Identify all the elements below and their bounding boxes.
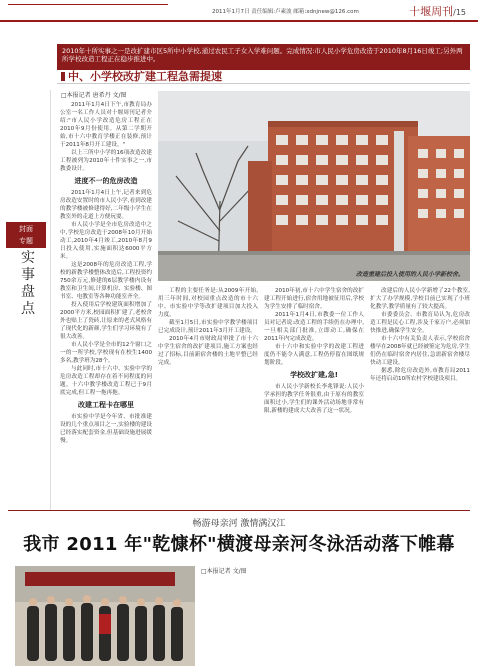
paragraph: 市人民小学是全市的12个窗口之一的一所学校,学校现有在校生1400多名,教学班为28个。	[60, 342, 152, 364]
header-brand	[409, 3, 466, 19]
paragraph: 这是2008年的危房改造工程,学校的新教学楼整体改造后,工程投资约750余万元,修建的6层教学楼内设有教室和卫生间,计算机房、实验楼、图书室、电教室等各种功能室齐全。	[60, 262, 152, 300]
section-divider	[8, 510, 470, 511]
article-headline: 中、小学校改扩建工程急需提速	[57, 69, 470, 84]
paragraph: 市实验中学是今年省、市批准建设的几个重点项目之一,实验楼的建设已经落实配套资金,但基础设施进展缓慢。	[60, 414, 152, 444]
school-building-photo	[158, 91, 470, 281]
second-byline: □本报记者 文/图	[201, 568, 247, 575]
paragraph: 2011年1月4日,市教委一位工作人员对记者说:改造工程的手续仍在办理中,一旦相关部门批准,立即动工,确保在2011年内完成改造。	[264, 312, 364, 342]
second-headline: 我市 2011 年"乾慷杯"横渡母亲河冬泳活动落下帷幕	[23, 534, 455, 555]
paragraph: 市十六中和实验中学的改建工程进度仍不能令人满意,工程仍停留在图纸规划阶段。	[264, 344, 364, 366]
paragraph: 2010年4月市财政局审批了市十六中学生宿舍的改扩建项目,施工方案也经过了招标,目前新宿舍楼的土地平整已经完成。	[158, 336, 258, 366]
paragraph: 2011年1月4日上午,记者来到危房改造安置时的市人民小学,看到改建的教学楼被修建得好,二年级小学生在教室外的走道上方便玩耍。	[60, 190, 152, 220]
article-column-3	[158, 287, 258, 505]
brand-name: 十堰周刊	[409, 5, 454, 18]
article-column-1	[60, 101, 152, 506]
paragraph: 与此同时,市十六中、实验中学的危房改造工程却存在着不同程度的问题。十六中教学楼改造工程已于9月底完成,但工程一拖再拖。	[60, 366, 152, 396]
paragraph: 2010年初,市十六中学生宿舍的改扩建工程开始进行,宿舍用地被征用后,学校为学生安排了临时宿舍。	[264, 288, 364, 310]
side-rule	[50, 90, 51, 510]
second-subheadline: 畅游母亲河 激情满汉江	[192, 519, 286, 529]
paragraph: 工程的主要任务是:从2009年开始,用三年时间,对校园重点改造的市十六中、市实验中学等改扩建项目加大投入力度。	[158, 288, 258, 318]
section-tag-text: 封面 专题	[19, 225, 33, 245]
paragraph: 改建后的人民小学新增了22个教室,扩大了办学规模,学校目前已实现了小班化教学,教学质量有了较大提高。	[370, 288, 470, 310]
photo-caption: 改造重建后投入使用的人民小学新校舍。	[355, 271, 464, 278]
header-rule	[8, 4, 168, 16]
paragraph: 据悉,除危房改造外,市教育局2011年还将启动10所农村学校建设项目。	[370, 368, 470, 382]
paragraph: 市人民小学是全市危房改造中之中,学校危房改造于2008年10月开始动工,2010年4月竣工,2010年8月9日投入使用,实施面积达6000平方米。	[60, 222, 152, 260]
paragraph: 以上三所中小学的16项改造改建工程被列为2010年十件实事之一,市教委设计。	[60, 150, 152, 172]
swimming-event-photo	[15, 566, 195, 666]
paragraph: 投入使用后学校建筑面积增加了2000平方米,校园面积扩建了,老校舍外也贴上了瓷砖,让原来的老式风格有了现代化的新颜,学生们学习环境有了很大改善。	[60, 302, 152, 340]
article-column-5	[370, 287, 470, 505]
section-tag	[6, 222, 46, 248]
paragraph: 2011年1月4日下午,市教育局办公室一名工作人员对十堰周刊记者介绍:"市人民小学改造危房工程正在2010年9月份使用。从第二学期开始,市十六中教育学楼正在装修,预计于2011年8月开工建设。"	[60, 102, 152, 148]
article-photo	[158, 91, 470, 281]
paragraph: 市十六中有关负责人表示,学校宿舍楼早在2008年就已经被鉴定为危房,学生们仍在临时宿舍内居住,急需新宿舍楼尽快动工建设。	[370, 336, 470, 366]
paragraph: 截至1月5日,市实验中学教学楼项目已完成设计,预计2011年3月开工建设。	[158, 320, 258, 334]
paragraph: 市人民小学新校长李兆锋说:人民小学承担的教学任务很重,由于原有的教室面积过小,学生们的课外活动场地非常有限,新楼的建成大大改善了这一状况。	[264, 384, 364, 414]
section-heading: 进度不一的危房改造	[74, 177, 138, 185]
article-byline: □本报记者 唐希丹 文/图	[61, 92, 127, 99]
header-meta: 2011年1月7日 责任编辑:卢素波 邮箱:xdnjnew@126.com	[212, 9, 359, 15]
paragraph: 市委委员会、市教育局认为,危房改造工程是民心工程,涉及千家万户,必须加快推进,确保学生安全。	[370, 312, 470, 334]
section-heading: 学校改扩建,急!	[290, 371, 338, 379]
section-heading: 改建工程卡在哪里	[78, 401, 134, 409]
intro-box: 2010年十所实事之一是改扩建市区5所中小学校,通过农民工子女入学难问题。完成情况:市人民小学危房改造于2010年8月16日竣工;另外两所学校改造工程正在稳步推进中。	[57, 44, 470, 69]
event-crowd-photo	[15, 566, 195, 666]
page-number: /15	[453, 8, 466, 17]
page-header	[0, 0, 478, 22]
section-title: 实事盘点	[21, 250, 35, 317]
article-column-4	[264, 287, 364, 505]
